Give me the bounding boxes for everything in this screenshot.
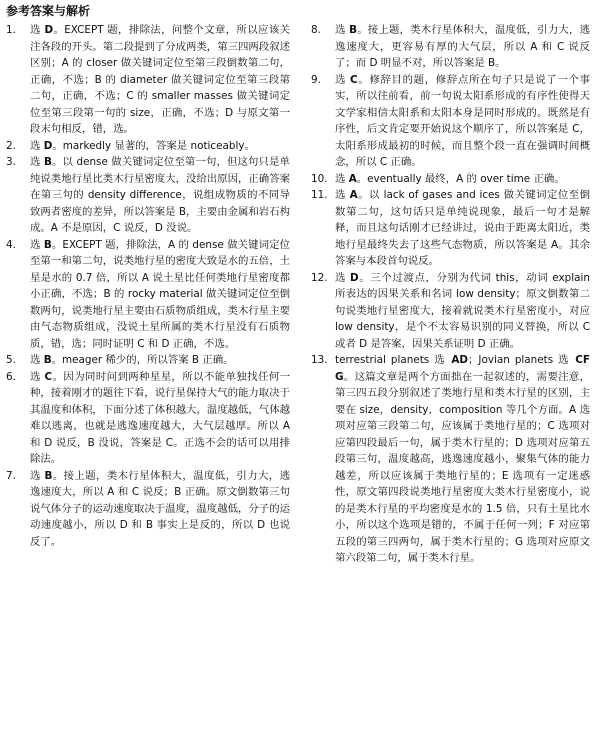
explanation-text: 。EXCEPT 题，排除法，A 的 dense 做关键词定位至第一和第二句，说类地行星的密度大致是水的五倍，土星是水的 0.7 倍，所以 A 说土星比任何类地行星密度都小正确，不选；B 的 rocky material 做关键词定位至倒数两句，说类地行星主要由石质物质组成，类木行星主要由气态物质组成，没说土星所属的类木行星没有石质物质，错，选；同时证明 C 和 D 正确，不选。 — [30, 238, 290, 350]
answer-letter: B — [43, 354, 52, 366]
answer-item — [311, 171, 590, 188]
explanation-text: 。三个过渡点，分别为代词 this，动词 explain 所表达的因果关系和名词 low density；原文倒数第二句说类地行星密度大，接着就说类木行星密度小，对应 low density，是个不太容易识别的同义替换，所以 C 或者 D 是答案，因果关系证明 D 正确。 — [335, 271, 590, 350]
answer-letter: B — [43, 238, 52, 251]
explanation-text: 选 — [30, 370, 45, 383]
answer-item — [6, 138, 290, 155]
left-column — [6, 22, 290, 567]
item-number: 6. — [6, 370, 16, 383]
answer-letter: C — [44, 370, 53, 383]
item-explanation — [30, 369, 290, 468]
item-explanation — [30, 352, 290, 369]
answer-columns — [6, 22, 590, 567]
explanation-text: 。这篇文章是两个方面拙在一起叙述的，需要注意，第三四五段分别叙述了类地行星和类木行星的区别，主要在 size，density，composition 等几个方面。A 选项对应第三段第二句，应该属于类地行星的；C 选项对应第四段最后一句，属于类木行星的；D 选项对应第五段第三句，温度越高，逃逸速度越小，聚集气体的能力越差，所以应该属于类地行星的；E 选项有一定迷惑性，原文第四段说类地行星密度大类木行星密度小，说的是类木行星的平均密度是水的 1.5 倍，只有土星比水小，所以这个选项是错的，不属于任何一列；F 对应第五段的第三四两句，属于类木行星的；G 选项对应原文第六段第二句，属于类木行星。 — [335, 370, 590, 564]
explanation-text: 。接上题，类木行星体积大，温度低，引力大，逃逸速度大，更容易有厚的大气层，所以 A 和 C 说反了；而 D 明显不对，所以答案是 B。 — [335, 24, 590, 69]
item-number: 10. — [311, 172, 328, 185]
explanation-text: terrestrial planets 选 — [335, 354, 452, 366]
item-explanation — [30, 468, 290, 551]
explanation-text: 。meager 稀少的，所以答案 B 正确。 — [51, 354, 234, 366]
answer-item — [311, 72, 590, 171]
right-column — [311, 22, 590, 567]
answer-item — [6, 468, 290, 551]
item-number: 2. — [6, 139, 16, 152]
answer-item — [311, 352, 590, 567]
explanation-text: 选 — [30, 156, 44, 168]
item-explanation — [335, 22, 590, 72]
item-explanation — [30, 138, 290, 155]
explanation-text: 选 — [30, 354, 44, 366]
item-explanation — [30, 22, 290, 138]
item-explanation — [335, 187, 590, 270]
explanation-text: 选 — [335, 172, 349, 185]
answer-item — [6, 154, 290, 237]
answer-item — [6, 369, 290, 468]
explanation-text: 。修辞目的题，修辞点所在句子只是说了一个事实，所以往前看，前一句说太阳系形成的有序性使得天文学家相信太阳系和太阳本身是同时形成的。既然是有序性，后文肯定要开始说这个顺序了，所以答案是 C，太阳系形成最初的时候，而且整个段一直在强调时间概念，所以 C 正确。 — [335, 73, 590, 168]
item-number: 9. — [311, 73, 321, 86]
item-number: 13. — [311, 354, 328, 366]
explanation-text: 。以 dense 做关键词定位至第一句，但这句只是单纯说类地行星比类木行星密度大，没给出原因，正确答案在第三句的 density difference，说组成物质的不同导致两者密度的差异，所以答案是 B，主要由金属和岩石构成。A 不是原因，C 说反，D 没说。 — [30, 156, 290, 234]
explanation-text: 。接上题，类木行星体积大，温度低，引力大，逃逸速度大，所以 A 和 C 说反；B 正确。原文倒数第三句说气体分子的运动速度取决于温度，温度越低，分子的运动速度越小，所以 D 和 B 事实上是反的，所以 D 也说反了。 — [30, 469, 290, 548]
item-number: 3. — [6, 156, 16, 168]
answer-letter: B — [43, 156, 52, 168]
answer-item — [311, 270, 590, 353]
explanation-text: 选 — [335, 24, 350, 36]
explanation-text: 。markedly 显著的，答案是 noticeably。 — [52, 139, 255, 152]
explanation-text: 选 — [30, 24, 45, 36]
item-explanation — [335, 171, 590, 188]
explanation-text: 选 — [335, 271, 350, 284]
explanation-text: 。因为同时问到两种星星，所以不能单独找任何一种，接着刚才的题往下看，说行星保持大气的能力取决于其温度和体积，下面分述了体积越大，温度越低，气体越难以逃离，也就是逃逸速度越大，大气层越厚。所以 A 和 D 说反，B 没说，答案是 C。正选不会的话可以用排除法。 — [30, 370, 291, 465]
answer-item — [311, 22, 590, 72]
item-number: 11. — [311, 189, 328, 201]
answer-letter: D — [44, 24, 54, 36]
item-number: 12. — [311, 271, 328, 284]
item-explanation — [335, 270, 590, 353]
item-explanation — [30, 237, 290, 353]
answer-letter: A — [349, 189, 358, 201]
explanation-text: 。eventually 最终，A 的 over time 正确。 — [356, 172, 565, 185]
item-explanation — [335, 352, 590, 567]
answer-letter: CFG — [335, 354, 590, 383]
explanation-text: 选 — [335, 73, 351, 86]
answer-item — [6, 22, 290, 138]
item-explanation — [30, 154, 290, 237]
explanation-text: 选 — [30, 469, 45, 482]
explanation-text: 。以 lack of gases and ices 做关键词定位至倒数第二句，这句话只是单纯说现象，最后一句才是解释，而且这句话刚才已经讲过，说由于距离太阳近，类地行星最终失去了这些气态物质，所以答案是 A。其余答案与本段首句说反。 — [335, 189, 591, 267]
page-heading: 参考答案与解析 — [6, 4, 91, 18]
answer-letter: D — [43, 139, 53, 152]
answer-item — [6, 237, 290, 353]
item-number: 8. — [311, 24, 321, 36]
answer-letter: D — [349, 271, 359, 284]
answer-letter: AD — [451, 354, 469, 366]
answer-item — [311, 187, 590, 270]
answer-item — [6, 352, 290, 369]
explanation-text: 。EXCEPT 题，排除法，问整个文章，所以应该关注各段的开头。第二段提到了分成两类，第三四两段叙述区别；A 的 closer 做关键词定位至第三段倒数第二句，正确，不选；B 的 diameter 做关键词定位至第三段第二句，正确，不选；C 的 smaller masses 做关键词定位至第三段第一句的 size，正确，不选；D 与原文第一段末句相反，错，选。 — [30, 24, 290, 135]
answer-letter: B — [44, 469, 53, 482]
answer-letter: C — [350, 73, 358, 86]
explanation-text: 选 — [30, 238, 44, 251]
item-number: 1. — [6, 24, 16, 36]
item-number: 4. — [6, 238, 16, 251]
explanation-text: 选 — [335, 189, 350, 201]
answer-letter: B — [349, 24, 358, 36]
item-number: 7. — [6, 469, 16, 482]
explanation-text: 选 — [30, 139, 44, 152]
answer-letter: A — [348, 172, 357, 185]
item-explanation — [335, 72, 590, 171]
explanation-text: ；Jovian planets 选 — [468, 354, 576, 366]
item-number: 5. — [6, 354, 16, 366]
